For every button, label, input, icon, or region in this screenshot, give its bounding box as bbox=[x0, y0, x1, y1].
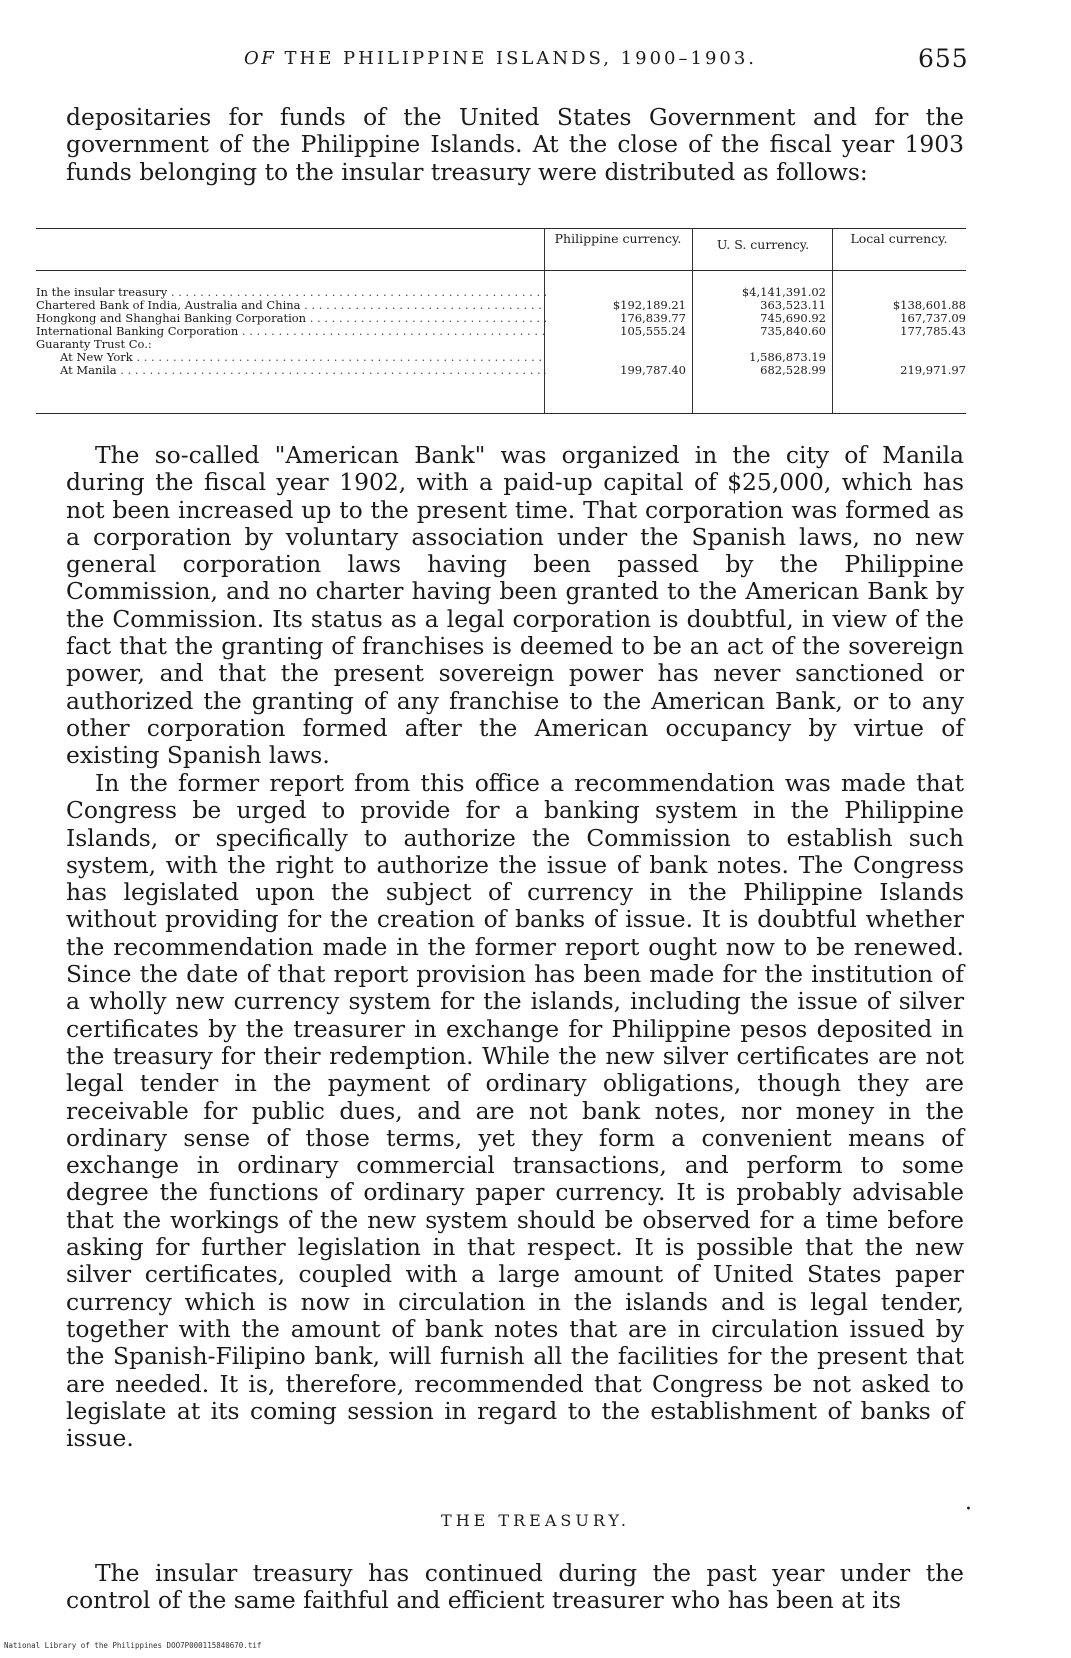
cell-philippine: 176,839.77 bbox=[620, 311, 686, 325]
intro-paragraph: depositaries for funds of the United States Government and for the government of the Philippine Islands. At the close of the fiscal year 1903 funds belonging to the insular treasury were distributed as follows: bbox=[66, 103, 964, 186]
running-header-title: THE PHILIPPINE ISLANDS, 1900–1903. bbox=[284, 48, 758, 69]
scan-footer: National Library of the Philippines DOO7P000115840670.tif bbox=[4, 1641, 262, 1650]
cell-local: $138,601.88 bbox=[892, 298, 966, 312]
cell-local: 177,785.43 bbox=[900, 324, 966, 338]
row-label: In the insular treasury . . . bbox=[36, 286, 546, 299]
running-header-prefix: OF bbox=[244, 48, 277, 69]
table-row bbox=[36, 364, 966, 377]
cell-us: 735,840.60 bbox=[760, 324, 826, 338]
cell-philippine: $192,189.21 bbox=[612, 298, 686, 312]
row-label: Chartered Bank of India, Australia and China . . . bbox=[36, 299, 546, 312]
table-row bbox=[36, 312, 966, 325]
table-row bbox=[36, 351, 966, 364]
cell-local: 167,737.09 bbox=[900, 311, 966, 325]
row-label: International Banking Corporation . . . bbox=[36, 325, 546, 338]
cell-us: 363,523.11 bbox=[760, 298, 826, 312]
cell-us: 745,690.92 bbox=[760, 311, 826, 325]
cell-us: 682,528.99 bbox=[760, 363, 826, 377]
funds-distribution-table bbox=[36, 228, 966, 430]
cell-us: 1,586,873.19 bbox=[749, 350, 826, 364]
column-header-us: U. S. currency. bbox=[716, 237, 810, 252]
row-label: At New York . . . bbox=[36, 351, 546, 364]
cell-us: $4,141,391.02 bbox=[741, 285, 826, 299]
row-label: Hongkong and Shanghai Banking Corporation . . . bbox=[36, 312, 546, 325]
column-header-philippine: Philippine currency. bbox=[554, 231, 682, 246]
table-header-rule bbox=[36, 270, 966, 271]
table-row bbox=[36, 286, 966, 299]
running-header bbox=[244, 48, 757, 69]
table-bottom-rule bbox=[36, 413, 966, 414]
table-row bbox=[36, 338, 966, 351]
table-row bbox=[36, 299, 966, 312]
page-number: 655 bbox=[918, 44, 969, 73]
table-row bbox=[36, 325, 966, 338]
paragraph-banking-recommendation: In the former report from this office a recommendation was made that Congress be urged to provide for a banking system in the Philippine Islands, or specifically to authorize the Commission to establish such system, with the right to authorize the issue of bank notes. The Congress has legislated upon the subject of currency in the Philippine Islands without providing for the creation of banks of issue. It is doubtful whether the recommendation made in the former report ought now to be renewed. Since the date of that report provision has been made for the institution of a wholly new currency system for the islands, including the issue of silver certificates by the treasurer in exchange for Philippine pesos deposited in the treasury for their redemption. While the new silver certificates are not legal tender in the payment of ordinary obligations, though they are receivable for public dues, and are not bank notes, nor money in the ordinary sense of those terms, yet they form a convenient means of exchange in ordinary commercial transactions, and perform to some degree the functions of ordinary paper currency. It is probably advisable that the workings of the new system should be observed for a time before asking for further legislation in that respect. It is possible that the new silver certificates, coupled with a large amount of United States paper currency which is now in circulation in the islands and is legal tender, together with the amount of bank notes that are in circulation issued by the Spanish-Filipino bank, will furnish all the facilities for the present that are needed. It is, therefore, recommended that Congress be not asked to legislate at its coming session in regard to the establishment of banks of issue. bbox=[66, 769, 964, 1453]
cell-philippine: 199,787.40 bbox=[620, 363, 686, 377]
column-header-local: Local currency. bbox=[850, 231, 948, 246]
paragraph-american-bank: The so-called "American Bank" was organized in the city of Manila during the fiscal year 1902, with a paid-up capital of $25,000, which has not been increased up to the present time. That corporation was formed as a corporation by voluntary association under the Spanish laws, no new general corporation laws having been passed by the Philippine Commission, and no charter having been granted to the American Bank by the Commission. Its status as a legal corporation is doubtful, in view of the fact that the granting of franchises is deemed to be an act of the sovereign power, and that the present sovereign power has never sanctioned or authorized the granting of any franchise to the American Bank, or to any other corporation formed after the American occupancy by virtue of existing Spanish laws. bbox=[66, 441, 964, 770]
stray-mark: · bbox=[965, 1497, 972, 1522]
cell-philippine: 105,555.24 bbox=[620, 324, 686, 338]
paragraph-treasury: The insular treasury has continued during the past year under the control of the same faithful and efficient treasurer who has been at its bbox=[66, 1559, 964, 1615]
row-label: At Manila . . . bbox=[36, 364, 546, 377]
table-top-rule bbox=[36, 228, 966, 229]
section-title: THE TREASURY. bbox=[441, 1511, 630, 1530]
row-label: Guaranty Trust Co.: bbox=[36, 338, 152, 351]
cell-local: 219,971.97 bbox=[900, 363, 966, 377]
